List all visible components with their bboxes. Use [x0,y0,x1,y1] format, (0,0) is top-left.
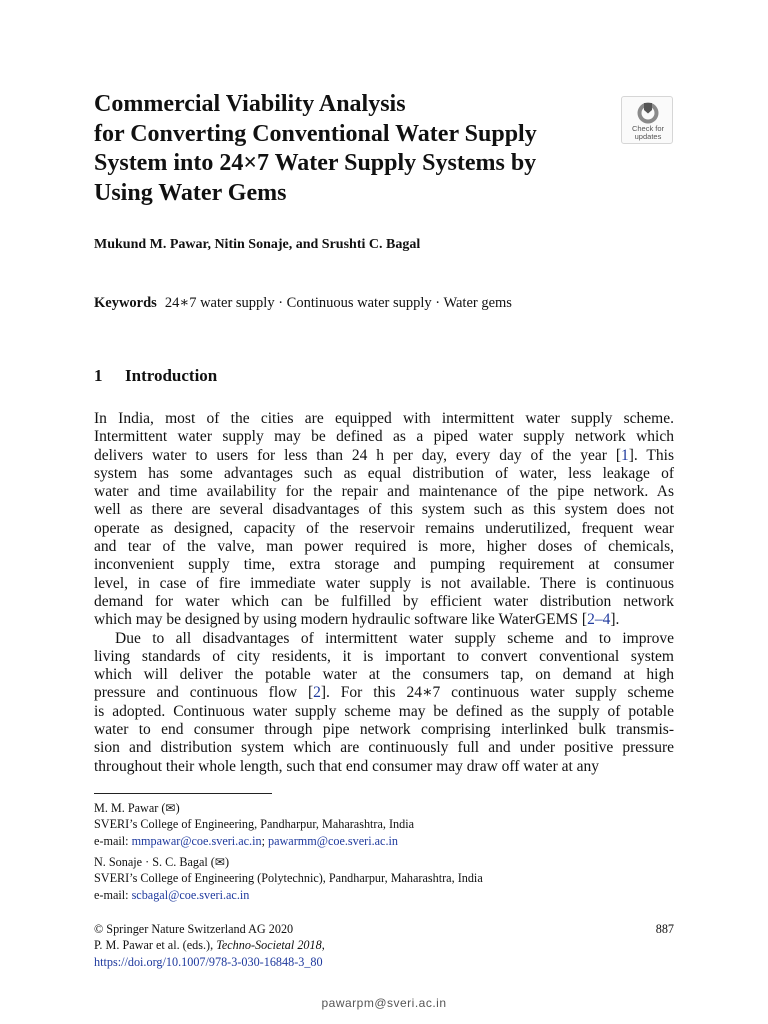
copyright-line: © Springer Nature Switzerland AG 2020 [94,922,294,936]
body-line: water and time availability for the repair and maintenance of the pipe network. As [94,483,674,501]
page-footer [94,921,674,970]
introduction-body [94,410,674,776]
doi-link[interactable]: https://doi.org/10.1007/978-3-030-16848-3_80 [94,954,323,969]
body-line: which will deliver the potable water at the consumers tap, on demand at high [94,666,674,684]
body-line: Due to all disadvantages of intermittent water supply scheme and to improve [115,629,674,647]
body-line: throughout their whole length, such that end consumer may draw off water at any [94,757,600,775]
paper-title [94,90,634,208]
body-line: sion and distribution system which are continuously full and under positive pressure [94,739,674,757]
body-line: system has some advantages such as equal distribution of water, less leakage of [94,464,674,482]
body-line: and tear of the valve, man power required is more, higher doses of chemicals, [94,538,674,556]
affiliation-org: SVERI’s College of Engineering (Polytechnic), Pandharpur, Maharashtra, India [94,871,483,886]
body-line: is adopted. Continuous water supply scheme may be defined as the supply of potable [94,702,674,720]
affiliation-org: SVERI’s College of Engineering, Pandharpur, Maharashtra, India [94,817,415,832]
check-for-updates-badge[interactable] [621,96,673,144]
badge-label: Check for updates [631,124,665,141]
keywords-label: Keywords [94,295,157,311]
citation-link[interactable]: 1 [621,446,629,464]
email-link[interactable]: pawarmm@coe.sveri.ac.in [268,833,398,848]
body-line: water to end consumer through pipe network comprising interlinked bulk transmis- [94,721,674,739]
body-line: level, in case of fire immediate water supply is not available. There is continuous [94,574,674,592]
body-line: well as there are several disadvantages of this system such as this system does not [94,501,674,519]
affiliation-email-line: e-mail: mmpawar@coe.sveri.ac.in; pawarmm@coe.sveri.ac.in [94,833,398,848]
title-line: Using Water Gems [94,179,287,206]
section-title: Introduction [125,366,218,385]
page-number: 887 [655,922,674,936]
keywords-text: 24∗7 water supply · Continuous water supply · Water gems [164,295,512,311]
body-line: In India, most of the cities are equipped with intermittent water supply scheme. [94,410,674,427]
citation-line: P. M. Pawar et al. (eds.), Techno-Societal 2018, [94,938,325,953]
body-line: pressure and continuous flow [2]. For this 24∗7 continuous water supply scheme [94,684,674,702]
body-line: operate as designed, capacity of the reservoir remains underutilized, frequent wear [94,519,674,537]
check-for-updates-icon [635,101,661,125]
author-list: Mukund M. Pawar, Nitin Sonaje, and Srushti C. Bagal [94,237,421,252]
section-heading [94,366,217,386]
citation-link[interactable]: 2–4 [587,611,611,629]
affiliation-sonaje-bagal [94,854,674,903]
body-line: delivers water to users for less than 24 h per day, every day of the year [1]. This [94,446,674,464]
email-link[interactable]: scbagal@coe.sveri.ac.in [131,887,250,902]
affiliation-email-line: e-mail: scbagal@coe.sveri.ac.in [94,887,250,902]
body-line: Intermittent water supply may be defined as a piped water supply network which [94,428,674,446]
email-link[interactable]: mmpawar@coe.sveri.ac.in [131,833,262,848]
affiliation-name: N. Sonaje · S. C. Bagal (✉) [94,855,230,869]
affiliation-name: M. M. Pawar (✉) [94,801,180,815]
book-title: Techno-Societal 2018 [216,938,322,953]
body-line: which may be designed by using modern hydraulic software like WaterGEMS [2–4]. [94,611,620,629]
body-line: living standards of city residents, it is important to convert conventional system [94,647,674,665]
title-line: System into 24×7 Water Supply Systems by [94,150,537,176]
body-line: inconvenient supply time, extra storage and pumping requirement at consumer [94,556,674,574]
title-line: for Converting Conventional Water Supply [94,120,537,147]
watermark: pawarpm@sveri.ac.in [321,996,447,1010]
footnote-divider [94,793,272,794]
keywords [94,295,512,312]
section-number: 1 [94,366,103,385]
title-line: Commercial Viability Analysis [94,91,406,117]
affiliation-pawar [94,800,674,849]
citation-link[interactable]: 2 [313,684,321,702]
body-line: demand for water which can be fulfilled by efficient water distribution network [94,592,674,610]
